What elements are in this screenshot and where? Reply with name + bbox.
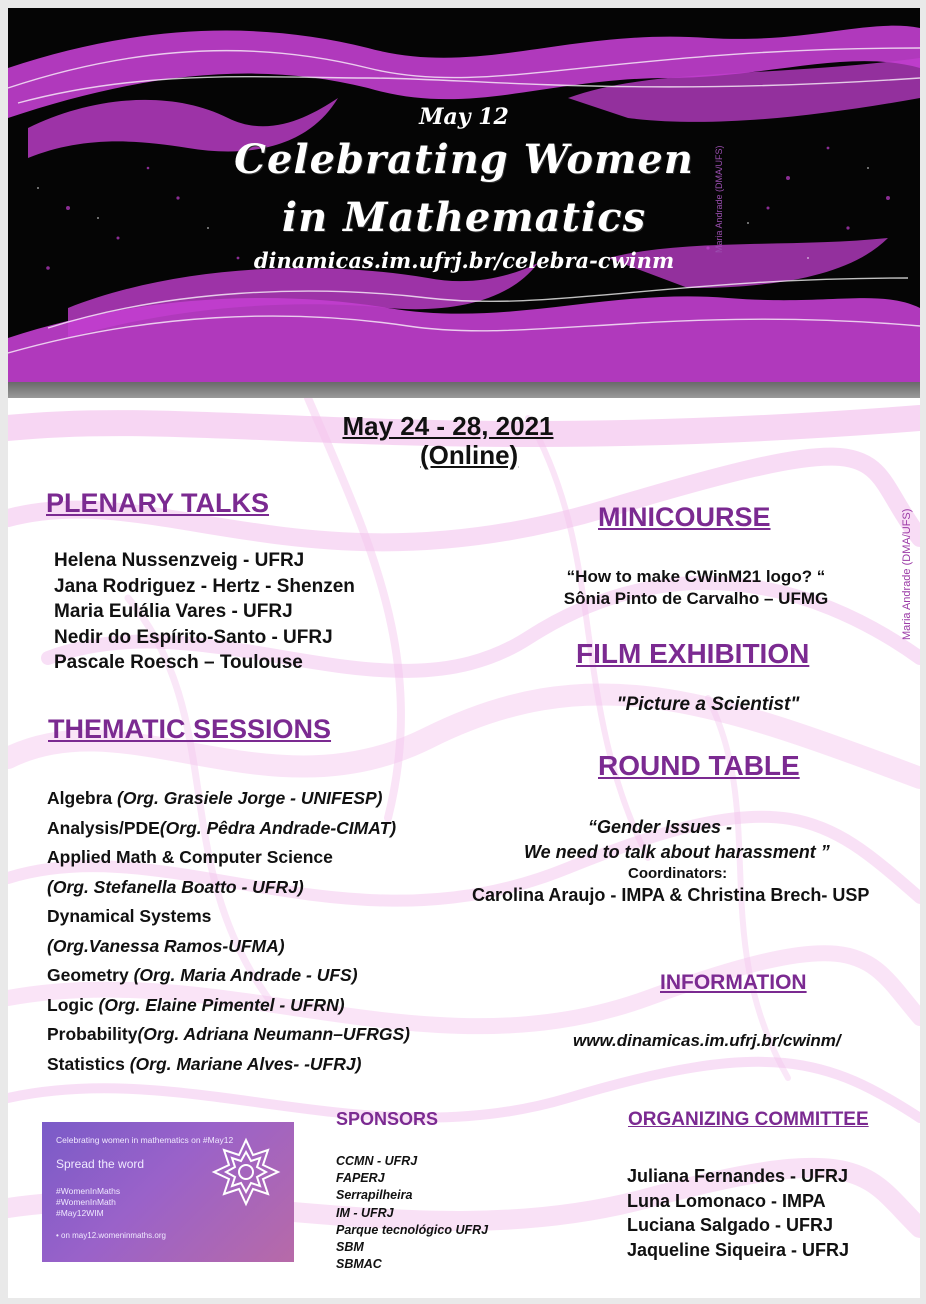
event-mode: (Online) bbox=[420, 440, 519, 470]
organizing-list bbox=[627, 1164, 849, 1262]
session-org: (Org.Vanessa Ramos-UFMA) bbox=[47, 935, 285, 956]
session-name: Logic bbox=[47, 994, 99, 1015]
spread-hashtags bbox=[56, 1186, 120, 1219]
list-item: Juliana Fernandes - UFRJ bbox=[627, 1166, 849, 1186]
minicourse-title: “How to make CWinM21 logo? “ bbox=[566, 567, 826, 586]
plenary-heading: PLENARY TALKS bbox=[46, 488, 270, 518]
poster bbox=[8, 8, 920, 1298]
list-item: Maria Eulália Vares - UFRJ bbox=[54, 601, 293, 622]
hashtag: #May12WIM bbox=[56, 1208, 104, 1218]
hashtag: #WomenInMath bbox=[56, 1197, 116, 1207]
information-url[interactable]: www.dinamicas.im.ufrj.br/cwinm/ bbox=[573, 1031, 841, 1050]
session-name: Statistics bbox=[47, 1053, 130, 1074]
list-item: CCMN - UFRJ bbox=[336, 1154, 418, 1168]
list-item: Pascale Roesch – Toulouse bbox=[54, 652, 303, 673]
list-item: Serrapilheira bbox=[336, 1188, 413, 1203]
list-item: IM - UFRJ bbox=[336, 1205, 394, 1220]
session-org: (Org. Mariane Alves- -UFRJ) bbox=[129, 1053, 362, 1074]
banner-title-line2: in Mathematics bbox=[281, 194, 647, 241]
session-name: Dynamical Systems bbox=[47, 906, 212, 926]
thematic-list bbox=[47, 784, 410, 1079]
round-table-title-line2: We need to talk about harassment ” bbox=[524, 842, 830, 862]
list-item bbox=[47, 932, 410, 962]
session-org: (Org. Grasiele Jorge - UNIFESP) bbox=[117, 788, 383, 808]
session-org: (Org. Maria Andrade - UFS) bbox=[133, 965, 358, 985]
list-item bbox=[47, 843, 410, 873]
round-table-heading: ROUND TABLE bbox=[598, 750, 800, 781]
list-item: SBM bbox=[336, 1240, 364, 1255]
spread-site[interactable]: • on may12.womeninmaths.org bbox=[56, 1231, 166, 1240]
minicourse-info bbox=[506, 566, 886, 610]
hashtag: #WomenInMaths bbox=[56, 1186, 121, 1196]
list-item bbox=[47, 873, 410, 903]
list-item bbox=[47, 784, 410, 814]
session-org: (Org. Pêdra Andrade-CIMAT) bbox=[159, 817, 397, 838]
spread-line2: Spread the word bbox=[56, 1157, 145, 1171]
banner-title-line1: Celebrating Women bbox=[234, 136, 694, 183]
sponsors-list bbox=[336, 1153, 488, 1273]
minicourse-speaker: Sônia Pinto de Carvalho – UFMG bbox=[563, 589, 829, 608]
round-table-title-line1: “Gender Issues - bbox=[588, 817, 733, 837]
banner-url[interactable]: dinamicas.im.ufrj.br/celebra-cwinm bbox=[253, 248, 675, 273]
session-name: Probability bbox=[47, 1024, 138, 1044]
session-org: (Org. Stefanella Boatto - UFRJ) bbox=[47, 876, 304, 897]
banner-credit: Maria Andrade (DMA/UFS) bbox=[714, 145, 724, 253]
list-item: Jana Rodriguez - Hertz - Shenzen bbox=[54, 575, 355, 597]
list-item: Parque tecnológico UFRJ bbox=[336, 1222, 489, 1237]
film-heading: FILM EXHIBITION bbox=[576, 638, 810, 669]
sponsors-heading: SPONSORS bbox=[336, 1109, 439, 1129]
plenary-list bbox=[54, 548, 355, 676]
information-heading: INFORMATION bbox=[660, 971, 807, 994]
list-item: Jaqueline Siqueira - UFRJ bbox=[627, 1239, 850, 1260]
spread-line1: Celebrating women in mathematics on #May12 bbox=[56, 1135, 234, 1145]
event-dates: May 24 - 28, 2021 bbox=[342, 411, 554, 441]
list-item: SBMAC bbox=[336, 1257, 382, 1272]
round-table-coordinators: Carolina Araujo - IMPA & Christina Brech- USP bbox=[472, 885, 870, 905]
star-logo-icon bbox=[210, 1136, 282, 1208]
film-title: "Picture a Scientist" bbox=[616, 694, 800, 715]
session-name: Algebra bbox=[47, 788, 118, 808]
list-item bbox=[47, 814, 410, 844]
banner bbox=[8, 8, 920, 382]
list-item bbox=[47, 1020, 410, 1050]
side-credit: Maria Andrade (DMA/UFS) bbox=[901, 508, 913, 640]
banner-date: May 12 bbox=[419, 104, 509, 130]
list-item: FAPERJ bbox=[336, 1171, 385, 1186]
list-item: Luciana Salgado - UFRJ bbox=[627, 1215, 834, 1235]
session-name: Analysis/PDE bbox=[47, 817, 160, 838]
spread-the-word-card[interactable] bbox=[42, 1122, 294, 1262]
list-item bbox=[47, 961, 410, 991]
list-item: Luna Lomonaco - IMPA bbox=[627, 1190, 826, 1211]
thematic-heading: THEMATIC SESSIONS bbox=[48, 714, 332, 744]
minicourse-heading: MINICOURSE bbox=[598, 502, 771, 532]
session-name: Geometry bbox=[47, 965, 134, 985]
list-item bbox=[47, 1050, 410, 1080]
list-item: Nedir do Espírito-Santo - UFRJ bbox=[54, 626, 333, 648]
round-table-coordinators-label: Coordinators: bbox=[628, 865, 728, 882]
session-org: (Org. Elaine Pimentel - UFRN) bbox=[98, 994, 345, 1015]
banner-strip bbox=[8, 382, 920, 398]
session-name: Applied Math & Computer Science bbox=[47, 847, 333, 867]
list-item bbox=[47, 902, 410, 932]
session-org: (Org. Adriana Neumann–UFRGS) bbox=[137, 1024, 411, 1044]
list-item bbox=[47, 991, 410, 1021]
organizing-heading: ORGANIZING COMMITTEE bbox=[628, 1109, 869, 1130]
list-item: Helena Nussenzveig - UFRJ bbox=[54, 550, 305, 571]
